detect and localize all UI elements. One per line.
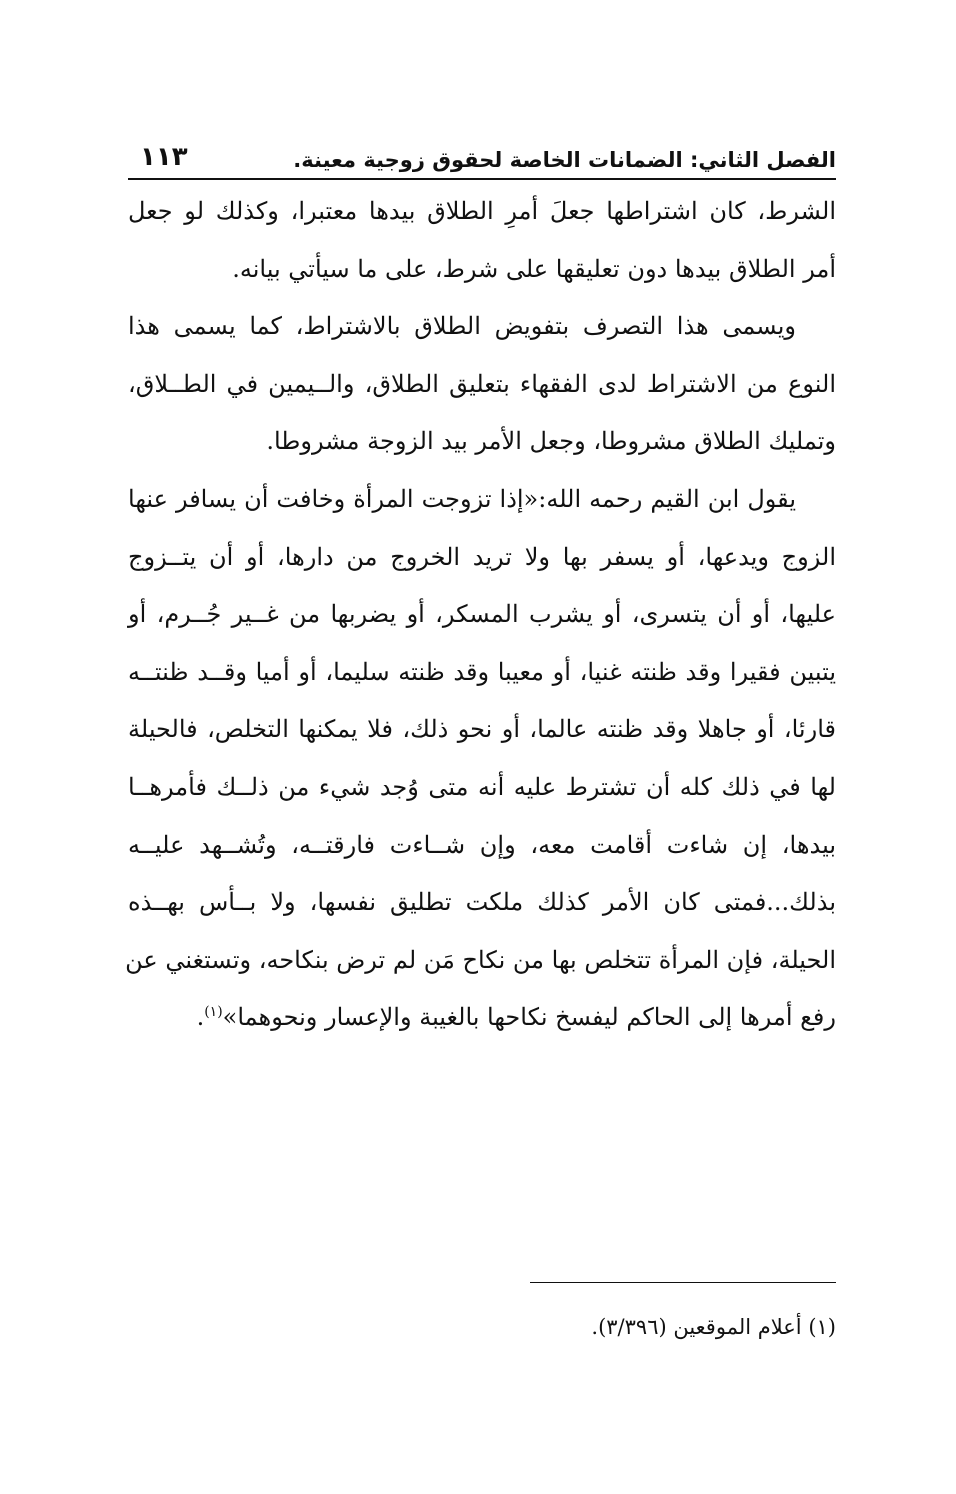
text-line: بيدها، إن شاءت أقامت معه، وإن شــاءت فارقتــه، وتُشــهد عليــه: [128, 830, 836, 859]
text-line: النوع من الاشتراط لدى الفقهاء بتعليق الطلاق، والــيمين في الطــلاق،: [128, 369, 836, 398]
footnote-separator: [530, 1282, 836, 1283]
text-line: يقول ابن القيم رحمه الله:«إذا تزوجت المرأة وخافت أن يسافر عنها: [128, 484, 796, 513]
text-line: الزوج ويدعها، أو يسفر بها ولا تريد الخروج من دارها، أو أن يتــزوج: [128, 542, 836, 571]
running-header: [128, 142, 836, 182]
quote-end-text: رفع أمرها إلى الحاكم ليفسخ نكاحها بالغيبة والإعسار ونحوهما»: [222, 1003, 836, 1032]
chapter-title: الفصل الثاني: الضمانات الخاصة لحقوق زوجية معينة.: [293, 148, 836, 172]
text-line: وتمليك الطلاق مشروطا، وجعل الأمر بيد الزوجة مشروطا.: [266, 427, 836, 456]
text-line: بذلك...فمتى كان الأمر كذلك ملكت تطليق نفسها، ولا بــأس بهــذه: [128, 888, 836, 917]
text-line-final: [128, 989, 836, 1047]
text-line: لها في ذلك كله أن تشترط عليه أنه متى وُجد شيء من ذلــك فأمرهــا: [128, 772, 836, 801]
text-line: ويسمى هذا التصرف بتفويض الطلاق بالاشتراط، كما يسمى هذا: [128, 312, 796, 341]
footnote: (١) أعلام الموقعين (٣/٣٩٦).: [591, 1315, 836, 1339]
text-line: قارئا، أو جاهلا وقد ظنته عالما، أو نحو ذلك، فلا يمكنها التخلص، فالحيلة: [128, 715, 836, 744]
text-line: يتبين فقيرا وقد ظنته غنيا، أو معيبا وقد ظنته سليما، أو أميا وقــد ظنتــه: [128, 657, 836, 686]
header-rule: [128, 178, 836, 180]
text-line: الحيلة، فإن المرأة تتخلص بها من نكاح مَن لم ترض بنكاحه، وتستغني عن: [125, 945, 836, 974]
end-punctuation: .: [196, 1003, 205, 1032]
footnote-reference: (١): [204, 1004, 223, 1021]
text-line: عليها، أو أن يتسرى، أو يشرب المسكر، أو يضربها من غــير جُــرم، أو: [128, 600, 836, 629]
body-text: [125, 183, 836, 1047]
text-line: أمر الطلاق بيدها دون تعليقها على شرط، على ما سيأتي بيانه.: [232, 254, 836, 283]
page-number: ١١٣: [140, 142, 188, 172]
text-line: الشرط، كان اشتراطها جعلَ أمرِ الطلاق بيدها معتبرا، وكذلك لو جعل: [128, 197, 836, 225]
